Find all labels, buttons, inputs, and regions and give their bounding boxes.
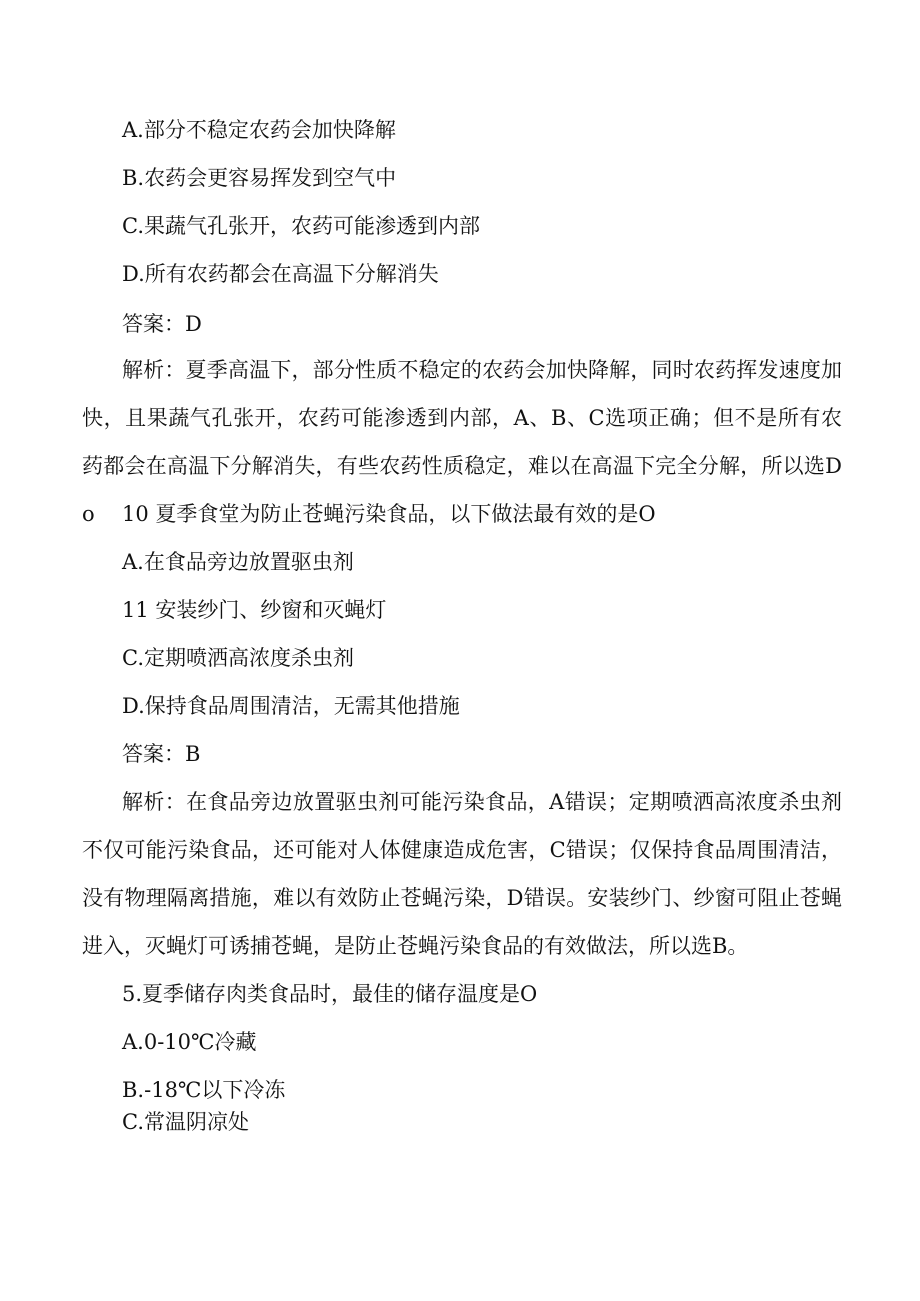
option-c: C.果蔬气孔张开，农药可能渗透到内部 <box>122 214 480 238</box>
option-b: 11 安装纱门、纱窗和灭蝇灯 <box>122 598 387 622</box>
option-b: B.-18℃以下冷冻 <box>122 1078 286 1102</box>
option-d: D.保持食品周围清洁，无需其他措施 <box>122 694 460 718</box>
option-a: A.0-10℃冷藏 <box>122 1030 257 1054</box>
option-d: D.所有农药都会在高温下分解消失 <box>122 262 439 286</box>
analysis-paragraph: 解析：在食品旁边放置驱虫剂可能污染食品，A错误；定期喷洒高浓度杀虫剂不仅可能污染食品，还可能对人体健康造成危害，C错误；仅保持食品周围清洁，没有物理隔离措施，难以有效防止苍蝇污染，D错误。安装纱门、纱窗可阻止苍蝇进入，灭蝇灯可诱捕苍蝇，是防止苍蝇污染食品的有效做法，所以选B。 <box>82 790 842 958</box>
question-stem: 10 夏季食堂为防止苍蝇污染食品，以下做法最有效的是O <box>122 502 656 526</box>
option-a: A.部分不稳定农药会加快降解 <box>122 118 396 142</box>
question-stem: 5.夏季储存肉类食品时，最佳的储存温度是O <box>122 982 538 1006</box>
answer: 答案：D <box>122 312 202 336</box>
option-b: B.农药会更容易挥发到空气中 <box>122 166 397 190</box>
option-c: C.定期喷洒高浓度杀虫剂 <box>122 646 354 670</box>
option-c: C.常温阴凉处 <box>122 1110 249 1134</box>
answer: 答案：B <box>122 742 201 766</box>
analysis-paragraph: 解析：夏季高温下，部分性质不稳定的农药会加快降解，同时农药挥发速度加快，且果蔬气孔张开，农药可能渗透到内部，A、B、C选项正确；但不是所有农药都会在高温下分解消失，有些农药性质稳定，难以在高温下完全分解，所以选Do <box>82 358 842 526</box>
option-a: A.在食品旁边放置驱虫剂 <box>122 550 354 574</box>
